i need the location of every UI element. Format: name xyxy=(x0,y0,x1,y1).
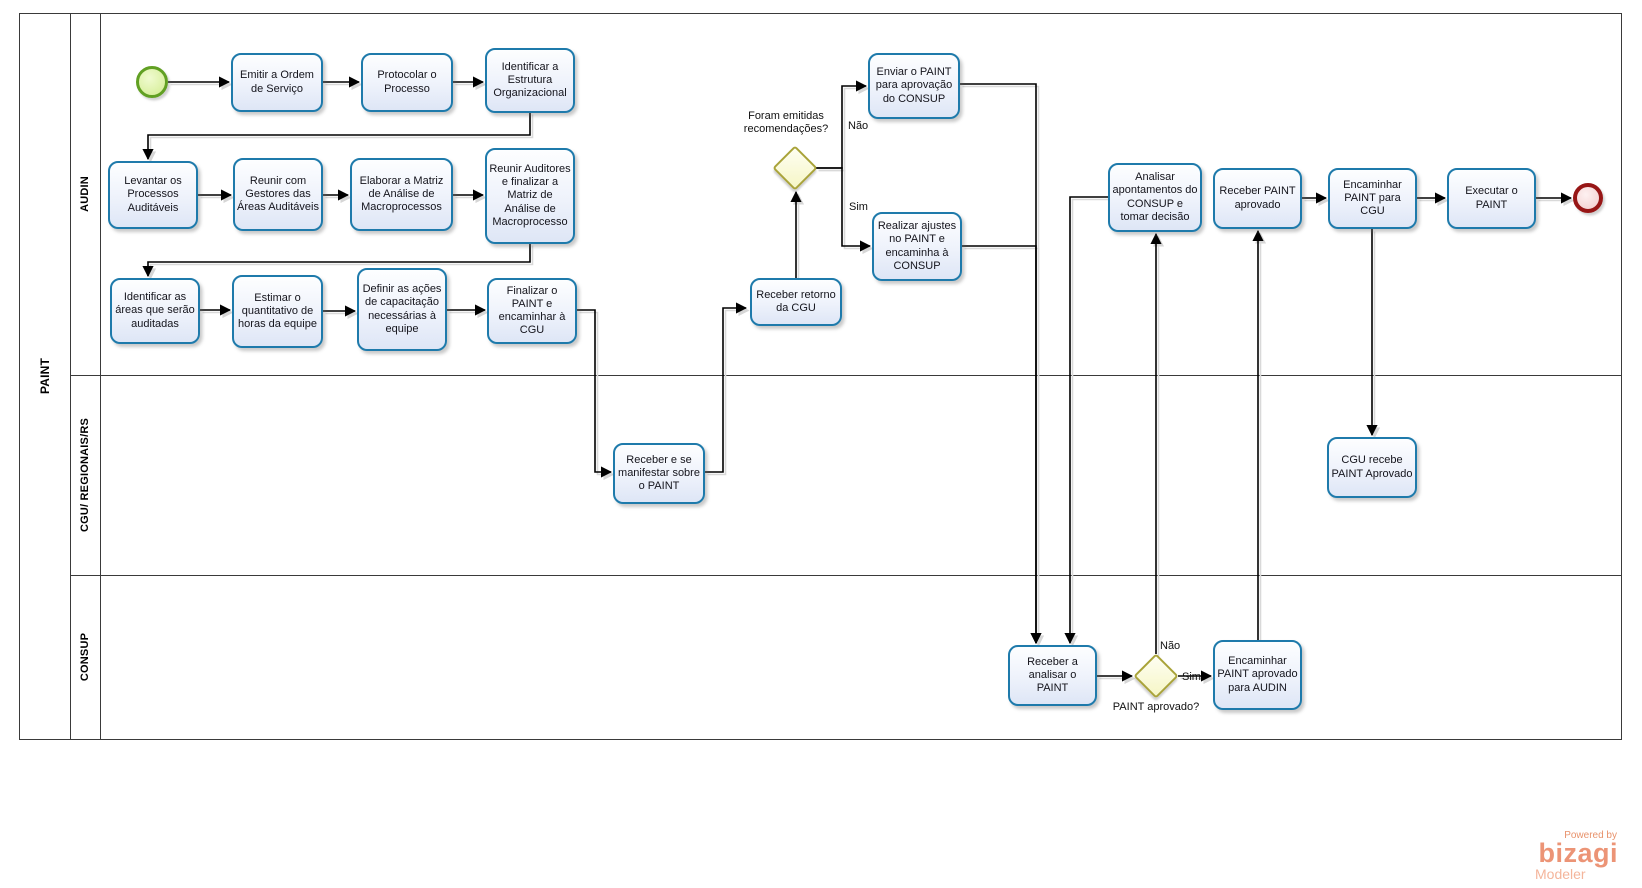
task-label: Estimar o quantitativo de horas da equipe xyxy=(238,291,317,331)
task-label: Receber e se manifestar sobre o PAINT xyxy=(618,453,700,493)
task-label: CGU recebe PAINT Aprovado xyxy=(1331,454,1413,480)
task-finalizar-paint xyxy=(487,278,577,344)
task-identificar-estrutura xyxy=(485,48,575,113)
task-label: Receber retorno da CGU xyxy=(756,288,836,314)
task-receber-aprovado xyxy=(1213,168,1302,229)
powered-by-text: Powered by xyxy=(1564,830,1617,841)
task-label: Enviar o PAINT para aprovação do CONSUP xyxy=(875,66,953,105)
task-realizar-ajustes xyxy=(872,212,962,281)
task-cgu-recebe xyxy=(1327,437,1417,498)
end-event xyxy=(1573,183,1603,213)
task-label: Definir as ações de capacitação necessárias à equipe xyxy=(362,283,442,335)
task-analisar-apontamentos xyxy=(1108,163,1202,232)
task-label: Levantar os Processos Auditáveis xyxy=(124,175,182,214)
task-label: Reunir Auditores e finalizar a Matriz de Análise de Macroprocesso xyxy=(489,163,571,228)
gateway-question-paint-aprovado: PAINT aprovado? xyxy=(1112,701,1200,713)
task-emitir-ordem xyxy=(231,53,323,112)
task-estimar-quantitativo xyxy=(232,275,323,348)
lane-divider-audin-cgu xyxy=(70,375,1622,376)
task-definir-acoes xyxy=(357,268,447,351)
bizagi-branding xyxy=(1498,830,1618,881)
bizagi-logo: bizagi xyxy=(1538,838,1618,868)
gateway-question-recomendacoes: Foram emitidas recomendações? xyxy=(743,110,829,136)
flow-label-sim-1: Sim xyxy=(849,201,868,213)
task-label: Receber PAINT aprovado xyxy=(1219,185,1296,211)
flow-label-nao-2: Não xyxy=(1160,640,1181,652)
modeler-text: Modeler xyxy=(1535,865,1586,882)
task-label: Receber a analisar o PAINT xyxy=(1027,655,1078,695)
task-label: Identificar as áreas que serão auditadas xyxy=(115,291,195,330)
task-label: Encaminhar PAINT aprovado para AUDIN xyxy=(1217,655,1298,694)
task-enviar-paint xyxy=(868,53,960,119)
task-identificar-areas xyxy=(110,278,200,344)
task-label: Elaborar a Matriz de Análise de Macroprocessos xyxy=(359,174,444,214)
task-reunir-auditores xyxy=(485,148,575,244)
task-levantar-processos xyxy=(108,161,198,229)
task-reunir-gestores xyxy=(233,158,323,231)
task-encaminhar-cgu xyxy=(1328,168,1417,229)
task-receber-analisar xyxy=(1008,645,1097,706)
start-event xyxy=(136,66,168,98)
task-label: Protocolar o Processo xyxy=(377,69,437,95)
task-receber-retorno xyxy=(750,278,842,326)
lane-label-cgu-regionais: CGU/ REGIONAIS/RS xyxy=(79,417,91,533)
task-label: Identificar a Estrutura Organizacional xyxy=(493,60,567,100)
task-elaborar-matriz xyxy=(350,158,453,231)
task-label: Encaminhar PAINT para CGU xyxy=(1343,178,1402,218)
lane-divider-cgu-consup xyxy=(70,575,1622,576)
lane-label-divider xyxy=(100,13,101,740)
task-label: Finalizar o PAINT e encaminhar à CGU xyxy=(498,284,566,337)
task-receber-manifestar xyxy=(613,443,705,504)
flow-label-sim-2: Sim xyxy=(1182,671,1201,683)
task-encaminhar-aprovado xyxy=(1213,640,1302,710)
lane-label-audin: AUDIN xyxy=(79,176,91,212)
task-protocolar xyxy=(361,53,453,112)
pool-title: PAINT xyxy=(38,357,52,395)
task-executar-paint xyxy=(1447,168,1536,229)
pool-label-divider xyxy=(70,13,71,740)
task-label: Reunir com Gestores das Áreas Auditáveis xyxy=(237,174,319,214)
flow-label-nao-1: Não xyxy=(848,120,869,132)
task-label: Analisar apontamentos do CONSUP e tomar decisão xyxy=(1112,171,1198,223)
task-label: Realizar ajustes no PAINT e encaminha à CONSUP xyxy=(877,220,957,272)
lane-label-consup: CONSUP xyxy=(79,632,91,682)
task-label: Executar o PAINT xyxy=(1465,185,1518,211)
task-label: Emitir a Ordem de Serviço xyxy=(240,69,314,95)
